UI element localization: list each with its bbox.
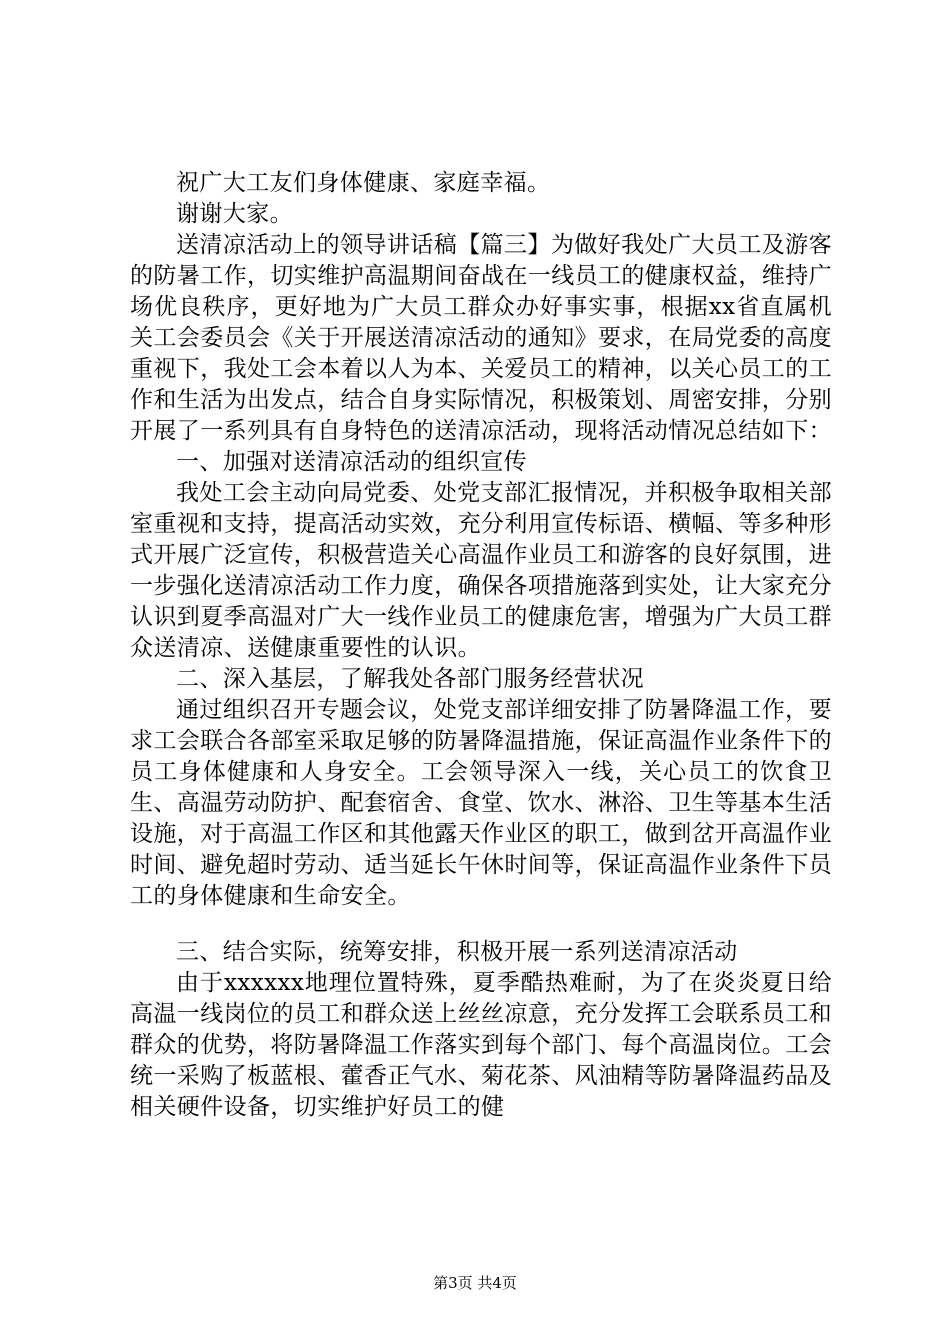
section-heading-1: 一、加强对送清凉活动的组织宣传 — [176, 449, 527, 475]
section-heading-3: 三、结合实际，统筹安排，积极开展一系列送清凉活动 — [176, 939, 738, 965]
paragraph-section-2: 通过组织召开专题会议，处党支部详细安排了防暑降温工作，要求工会联合各部室采取足够的防暑降温措施，保证高温作业条件下的员工身体健康和人身安全。工会领导深入一线，关心员工的饮食卫生、高温劳动防护、配套宿舍、食堂、饮水、淋浴、卫生等基本生活设施，对于高温工作区和其他露天作业区的职工，做到岔开高温作业时间、避免超时劳动、适当延长午休时间等，保证高温作业条件下员工的身体健康和生命安全。 — [130, 697, 832, 909]
page-number-footer: 第3页 共4页 — [433, 1274, 517, 1292]
paragraph-intro: 送清凉活动上的领导讲话稿【篇三】为做好我处广大员工及游客的防暑工作，切实维护高温期间奋战在一线员工的健康权益，维持广场优良秩序，更好地为广大员工群众办好事实事，根据xx省直属机关工会委员会《关于开展送清凉活动的通知》要求，在局党委的高度重视下，我处工会本着以人为本、关爱员工的精神，以关心员工的工作和生活为出发点，结合自身实际情况，积极策划、周密安排，分别开展了一系列具有自身特色的送清凉活动，现将活动情况总结如下： — [130, 232, 832, 444]
paragraph-thanks: 谢谢大家。 — [176, 201, 293, 227]
paragraph-section-3: 由于xxxxxx地理位置特殊，夏季酷热难耐，为了在炎炎夏日给高温一线岗位的员工和群众送上丝丝凉意，充分发挥工会联系员工和群众的优势，将防暑降温工作落实到每个部门、每个高温岗位。工会统一采购了板蓝根、藿香正气水、菊花茶、风油精等防暑降温药品及相关硬件设备，切实维护好员工的健 — [130, 970, 832, 1120]
paragraph-section-1: 我处工会主动向局党委、处党支部汇报情况，并积极争取相关部室重视和支持，提高活动实效，充分利用宣传标语、横幅、等多种形式开展广泛宣传，积极营造关心高温作业员工和游客的良好氛围，进一步强化送清凉活动工作力度，确保各项措施落到实处，让大家充分认识到夏季高温对广大一线作业员工的健康危害，增强为广大员工群众送清凉、送健康重要性的认识。 — [130, 480, 832, 661]
section-heading-2: 二、深入基层，了解我处各部门服务经营状况 — [176, 666, 644, 692]
document-body — [130, 168, 832, 1123]
paragraph-blessing: 祝广大工友们身体健康、家庭幸福。 — [176, 170, 551, 196]
